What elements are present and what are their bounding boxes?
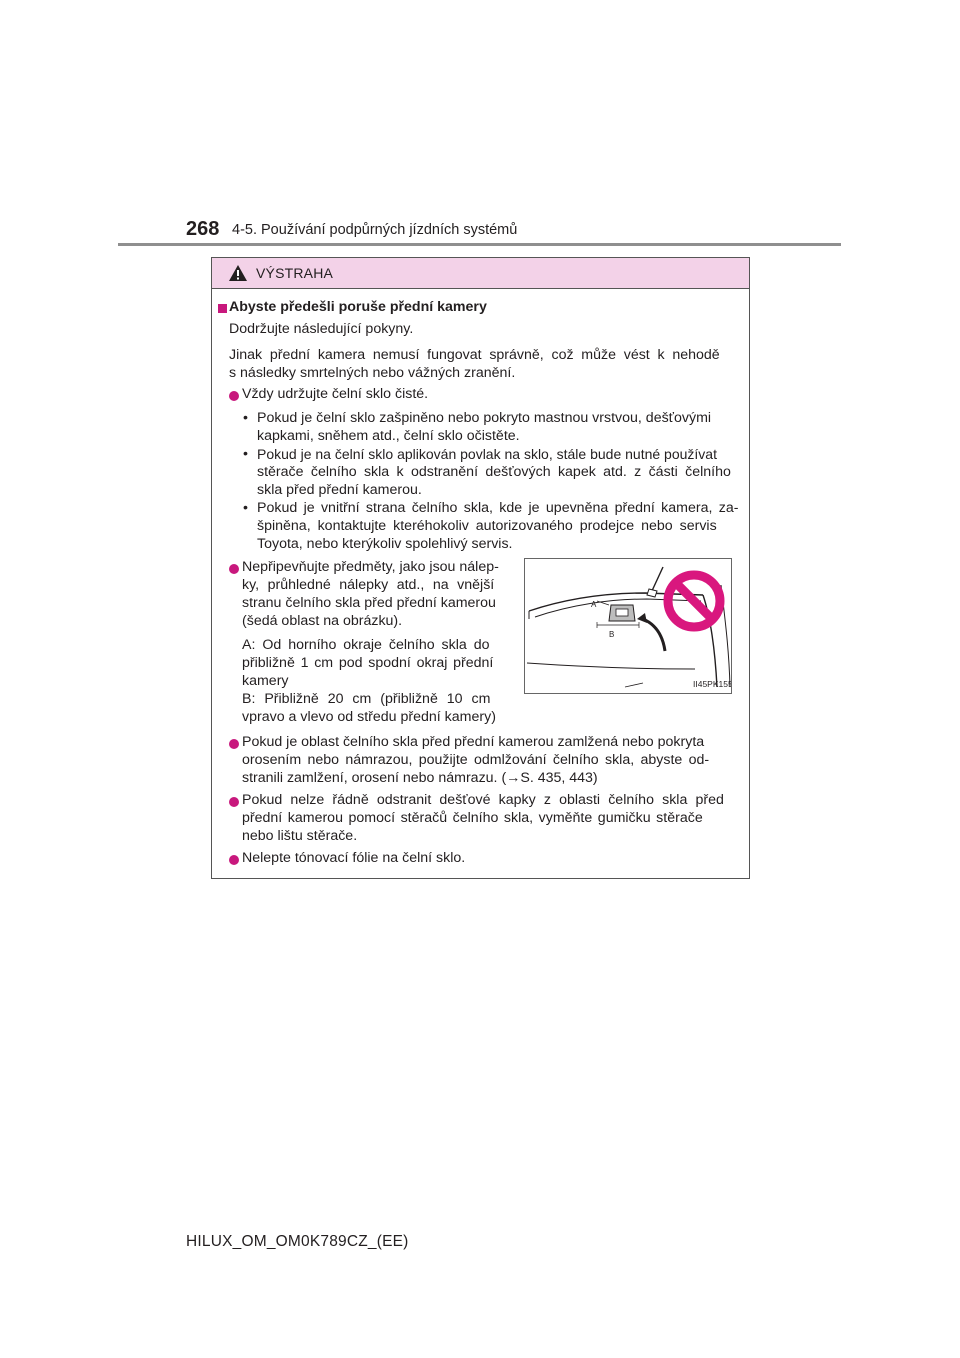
bullet-3-line-1: Pokud je oblast čelního skla před přední kamerou zamlžená nebo pokryta xyxy=(242,734,705,750)
sub-bullet-2-line-1: Pokud je na čelní sklo aplikován povlak na sklo, stále bude nutné používat xyxy=(257,446,717,462)
sub-bullet-1-line-1: Pokud je čelní sklo zašpiněno nebo pokryto mastnou vrstvou, dešťovými xyxy=(257,410,712,426)
sub-bullet-mark: • xyxy=(243,500,248,516)
warning-header xyxy=(212,258,749,289)
section-square-bullet xyxy=(218,304,227,313)
bullet-dot xyxy=(229,739,239,749)
page-number: 268 xyxy=(186,218,220,240)
bullet-4-line-2: přední kamerou pomocí stěračů čelního skla, vyměňte gumičku stěrače xyxy=(242,810,703,826)
bullet-dot xyxy=(229,391,239,401)
windshield-drawing xyxy=(525,559,731,693)
warning-triangle-icon xyxy=(228,264,248,282)
bullet-2-line-4: (šedá oblast na obrázku). xyxy=(242,613,403,629)
intro-text-2-line-1: Jinak přední kamera nemusí fungovat správně, což může vést k nehodě xyxy=(229,347,720,363)
note-a-line-3: kamery xyxy=(242,673,289,689)
header-rule xyxy=(118,243,841,246)
bullet-4-line-1: Pokud nelze řádně odstranit dešťové kapky z oblasti čelního skla před xyxy=(242,792,724,808)
bullet-5-text: Nelepte tónovací fólie na čelní sklo. xyxy=(242,850,466,866)
note-b-line-1: B: Přibližně 20 cm (přibližně 10 cm xyxy=(242,691,491,707)
sub-bullet-2-line-3: skla před přední kamerou. xyxy=(257,482,422,498)
bullet-dot xyxy=(229,564,239,574)
sub-bullet-3-line-1: Pokud je vnitřní strana čelního skla, kde je upevněna přední kamera, za- xyxy=(257,500,739,516)
note-a-line-1: A: Od horního okraje čelního skla do xyxy=(242,637,490,653)
label-a: A xyxy=(591,600,597,609)
sub-bullet-3-line-3: Toyota, nebo kterýkoliv spolehlivý servis. xyxy=(257,536,513,552)
chapter-title: 4-5. Používání podpůrných jízdních systémů xyxy=(232,222,518,238)
windshield-camera-illustration xyxy=(524,558,732,694)
sub-bullet-2-line-2: stěrače čelního skla k odstranění dešťových kapek atd. z části čelního xyxy=(257,464,731,480)
sub-bullet-mark: • xyxy=(243,446,248,462)
note-a-line-2: přibližně 1 cm pod spodní okraj přední xyxy=(242,655,494,671)
sub-bullet-3-line-2: špiněna, kontaktujte kteréhokoliv autorizovaného prodejce nebo servis xyxy=(257,518,717,534)
bullet-2-line-3: stranu čelního skla před přední kamerou xyxy=(242,595,496,611)
document-code: HILUX_OM_OM0K789CZ_(EE) xyxy=(186,1233,409,1250)
label-b: B xyxy=(609,630,615,639)
intro-text-2-line-2: s následky smrtelných nebo vážných zranění. xyxy=(229,365,516,381)
sub-bullet-1-line-2: kapkami, sněhem atd., čelní sklo očistěte. xyxy=(257,428,520,444)
intro-text-1: Dodržujte následující pokyny. xyxy=(229,321,414,337)
bullet-3-line-3: stranili zamlžení, orosení nebo námrazu. (→S. 435, 443) xyxy=(242,770,598,786)
note-b-line-2: vpravo a vlevo od středu přední kamery) xyxy=(242,709,496,725)
bullet-dot xyxy=(229,797,239,807)
warning-title: VÝSTRAHA xyxy=(256,265,334,281)
bullet-dot xyxy=(229,855,239,865)
bullet-3-line-2: orosením nebo námrazou, použijte odmlžování čelního skla, abyste od- xyxy=(242,752,710,768)
bullet-2-line-1: Nepřipevňujte předměty, jako jsou nálep- xyxy=(242,559,499,575)
section-heading: Abyste předešli poruše přední kamery xyxy=(229,299,487,315)
bullet-4-line-3: nebo lištu stěrače. xyxy=(242,828,358,844)
sub-bullet-mark: • xyxy=(243,410,248,426)
illustration-code: II45PK155 xyxy=(693,679,731,689)
bullet-2-line-2: ky, průhledné nálepky atd., na vnější xyxy=(242,577,495,593)
bullet-1-text: Vždy udržujte čelní sklo čisté. xyxy=(242,386,429,402)
